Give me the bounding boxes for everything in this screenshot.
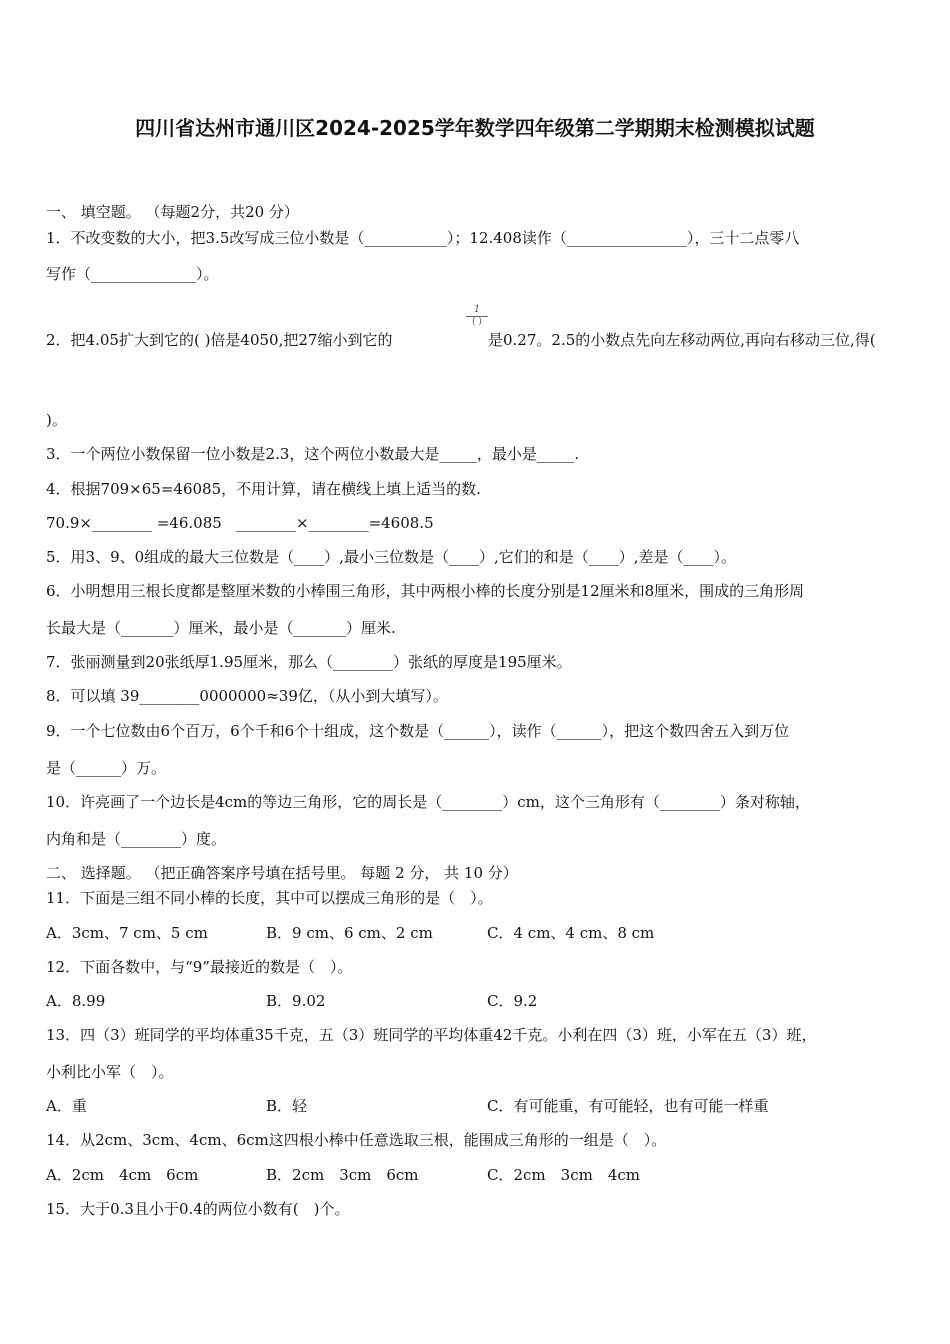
option-a: A．重 xyxy=(46,1097,87,1115)
question-15: 15．大于0.3且小于0.4的两位小数有( )个。 xyxy=(46,1200,350,1218)
option-c: C．有可能重，有可能轻，也有可能一样重 xyxy=(487,1097,769,1115)
option-c: C．2cm 3cm 4cm xyxy=(487,1166,640,1184)
question-6-line-1: 6．小明想用三根长度都是整厘米数的小棒围三角形，其中两根小棒的长度分别是12厘米和8厘米，围成的三角形周 xyxy=(46,582,805,600)
question-14: 14．从2cm、3cm、4cm、6cm这四根小棒中任意选取三根，能围成三角形的一组是（ ）。 xyxy=(46,1131,667,1149)
question-9-line-2: 是（______）万。 xyxy=(46,759,167,777)
fraction-denominator: ( ) xyxy=(466,316,488,327)
question-7: 7．张丽测量到20张纸厚1.95厘米，那么（________）张纸的厚度是195厘米。 xyxy=(46,653,572,671)
question-13-line-2: 小利比小军（ ）。 xyxy=(46,1063,174,1081)
section-2-heading: 二、 选择题。 （把正确答案序号填在括号里。 每题 2 分， 共 10 分） xyxy=(46,864,518,882)
question-4-blank-1: 70.9×________ =46.085 xyxy=(46,514,222,532)
question-1-line-2: 写作（______________）。 xyxy=(46,265,219,283)
question-10-line-2: 内角和是（________）度。 xyxy=(46,830,227,848)
question-4-line-1: 4．根据709×65=46085，不用计算，请在横线上填上适当的数. xyxy=(46,480,481,498)
question-9-line-1: 9．一个七位数由6个百万，6个千和6个十组成，这个数是（______），读作（______），把这个数四舍五入到万位 xyxy=(46,722,790,740)
question-1-line-1: 1．不改变数的大小，把3.5改写成三位小数是（___________）；12.408读作（________________），三十二点零八 xyxy=(46,229,800,247)
option-b: B．轻 xyxy=(266,1097,308,1115)
question-10-line-1: 10．许亮画了一个边长是4cm的等边三角形，它的周长是（________）cm，这个三角形有（________）条对称轴， xyxy=(46,793,810,811)
option-a: A．3cm、7 cm、5 cm xyxy=(46,924,208,942)
question-3: 3．一个两位小数保留一位小数是2.3，这个两位小数最大是_____，最小是_____. xyxy=(46,445,580,463)
question-13-line-1: 13．四（3）班同学的平均体重35千克，五（3）班同学的平均体重42千克。小利在四（3）班，小军在五（3）班， xyxy=(46,1026,817,1044)
option-a: A．8.99 xyxy=(46,992,106,1010)
option-a: A．2cm 4cm 6cm xyxy=(46,1166,199,1184)
fraction-numerator: 1 xyxy=(473,304,481,315)
option-c: C．4 cm、4 cm、8 cm xyxy=(487,924,655,942)
option-b: B．9 cm、6 cm、2 cm xyxy=(266,924,433,942)
question-2-part-2: 是0.27。2.5的小数点先向左移动两位,再向右移动三位,得( xyxy=(488,331,876,349)
page-title: 四川省达州市通川区2024-2025学年数学四年级第二学期期末检测模拟试题 xyxy=(135,116,815,140)
question-11: 11．下面是三组不同小棒的长度，其中可以摆成三角形的是（ ）。 xyxy=(46,889,493,907)
section-1-heading: 一、 填空题。 （每题2分，共20 分） xyxy=(46,203,299,221)
question-8: 8．可以填 39________0000000≈39亿，（从小到大填写）。 xyxy=(46,687,448,705)
question-6-line-2: 长最大是（_______）厘米，最小是（_______）厘米. xyxy=(46,619,396,637)
option-c: C．9.2 xyxy=(487,992,538,1010)
question-2-part-1: 2．把4.05扩大到它的( )倍是4050,把27缩小到它的 xyxy=(46,331,393,349)
option-b: B．2cm 3cm 6cm xyxy=(266,1166,419,1184)
question-4-blank-2: ________×________=4608.5 xyxy=(236,514,434,532)
question-12: 12．下面各数中，与“9”最接近的数是（ ）。 xyxy=(46,958,353,976)
fraction xyxy=(466,304,488,327)
option-b: B．9.02 xyxy=(266,992,326,1010)
question-5: 5．用3、9、0组成的最大三位数是（____）,最小三位数是（____）,它们的和是（____）,差是（____）。 xyxy=(46,548,736,566)
question-2-part-3: )。 xyxy=(46,411,67,429)
